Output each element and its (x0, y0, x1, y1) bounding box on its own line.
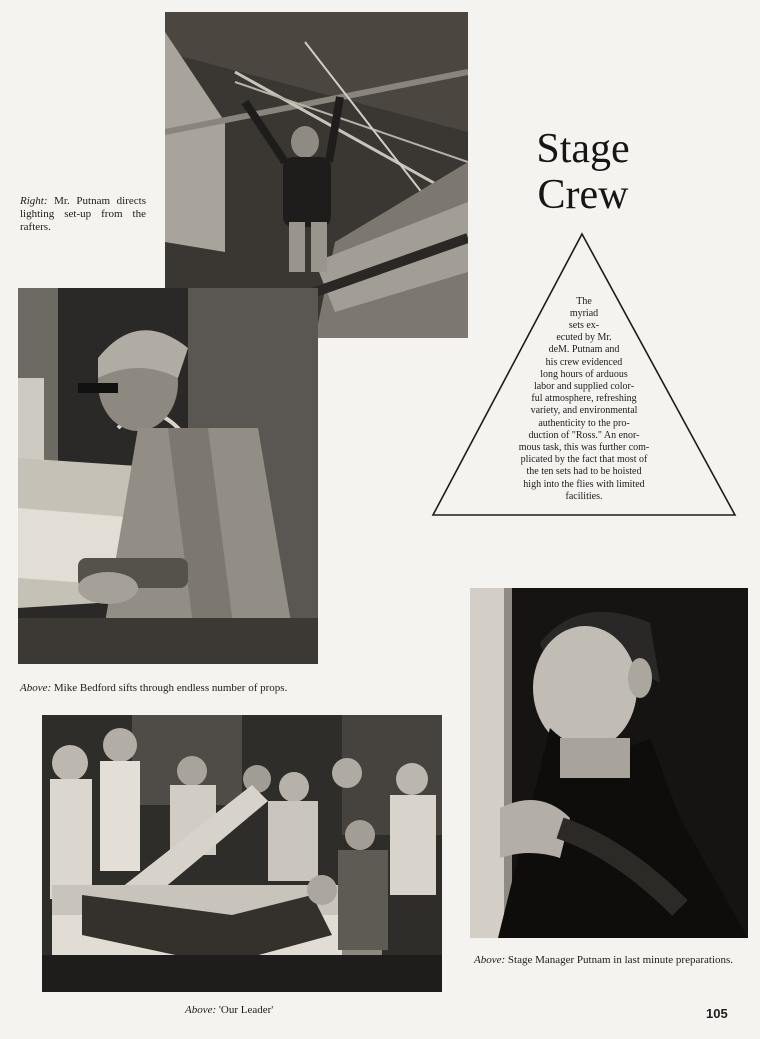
intro-line: variety, and environmental (530, 405, 638, 416)
caption-text: Mr. Putnam directs lighting set-up from the rafters. (20, 195, 146, 233)
caption-lead: Above: (185, 1004, 217, 1016)
intro-line: labor and supplied color- (533, 381, 635, 392)
intro-line: long hours of arduous (540, 369, 628, 380)
caption-lead: Right: (20, 195, 48, 207)
caption-props (20, 682, 318, 695)
intro-line: deM. Putnam and (548, 344, 620, 355)
page-title (515, 126, 651, 218)
intro-line: plicated by the fact that most of (520, 454, 648, 465)
caption-lead: Above: (474, 954, 506, 966)
caption-stage-manager (474, 954, 748, 967)
photo-our-leader (42, 715, 442, 992)
intro-line: mous task, this was further com- (518, 442, 650, 453)
caption-text: Mike Bedford sifts through endless number of props. (53, 682, 288, 694)
photo-stage-manager (470, 588, 748, 938)
intro-line: duction of "Ross." An enor- (528, 430, 640, 441)
caption-our-leader (185, 1004, 385, 1017)
intro-line: ful atmosphere, refreshing (531, 393, 637, 404)
title-line-1: Stage (536, 126, 630, 172)
page-number: 105 (706, 1006, 728, 1021)
intro-line: high into the flies with limited (523, 479, 645, 490)
intro-line: sets ex- (568, 320, 600, 331)
caption-text: 'Our Leader' (218, 1004, 274, 1016)
intro-line: his crew evidenced (545, 357, 623, 368)
intro-line: authenticity to the pro- (538, 418, 630, 429)
intro-line: ecuted by Mr. (556, 332, 612, 343)
intro-line: the ten sets had to be hoisted (526, 466, 642, 477)
intro-line: myriad (569, 308, 599, 319)
photo-props (18, 288, 318, 664)
caption-rafters (20, 195, 146, 234)
caption-lead: Above: (20, 682, 52, 694)
intro-text (430, 230, 738, 520)
caption-text: Stage Manager Putnam in last minute preparations. (507, 954, 734, 966)
intro-triangle (430, 230, 738, 520)
intro-line: The (576, 296, 592, 307)
intro-line: facilities. (565, 491, 603, 502)
title-line-2: Crew (537, 172, 629, 218)
